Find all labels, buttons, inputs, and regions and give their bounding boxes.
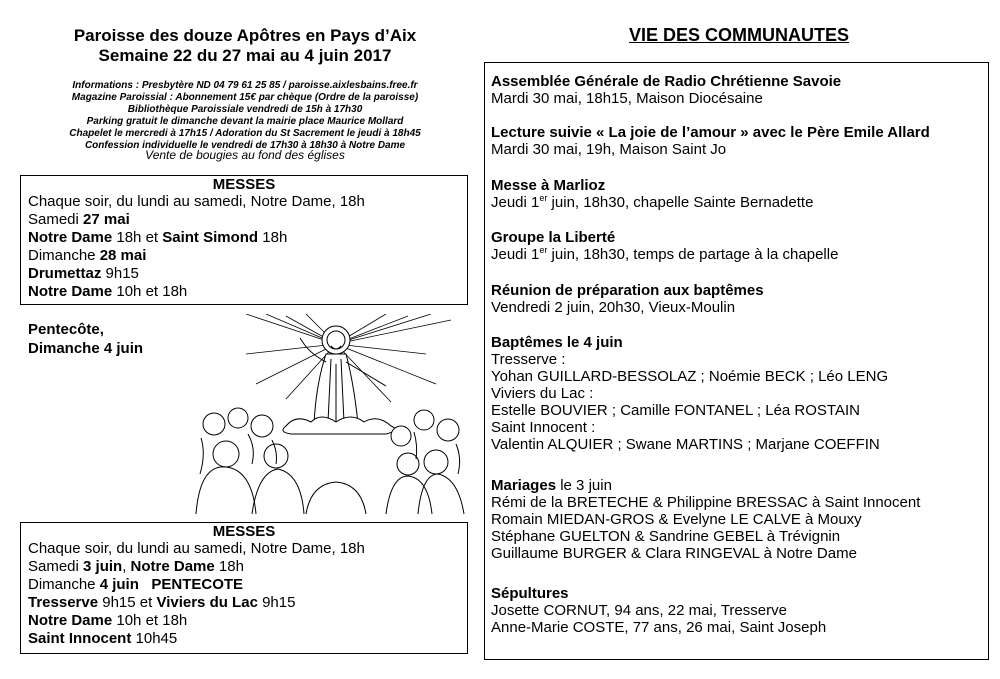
mass-line: Drumettaz 9h15 [28, 265, 139, 282]
event-detail: Guillaume BURGER & Clara RINGEVAL à Notre Dame [491, 545, 857, 562]
event-detail: Mardi 30 mai, 18h15, Maison Diocésaine [491, 90, 763, 107]
week-title: Semaine 22 du 27 mai au 4 juin 2017 [98, 46, 392, 65]
event-title: Réunion de préparation aux baptêmes [491, 282, 764, 299]
mass-line: Tresserve 9h15 et Viviers du Lac 9h15 [28, 594, 296, 611]
event-detail: Jeudi 1er juin, 18h30, temps de partage à la chapelle [491, 245, 839, 263]
event-detail: Vendredi 2 juin, 20h30, Vieux-Moulin [491, 299, 736, 316]
community-events-box [484, 62, 989, 660]
event-detail: Mardi 30 mai, 19h, Maison Saint Jo [491, 141, 727, 158]
info-line: Parking gratuit le dimanche devant la mairie place Maurice Mollard [86, 116, 404, 127]
event-detail: Stéphane GUELTON & Sandrine GEBEL à Trévignin [491, 528, 841, 545]
mass-line: Notre Dame 10h et 18h [28, 612, 188, 629]
mass-line: Samedi 3 juin, Notre Dame 18h [28, 558, 244, 575]
info-line: Bibliothèque Paroissiale vendredi de 15h à 17h30 [127, 104, 363, 115]
parish-info [0, 80, 490, 152]
event-title: Assemblée Générale de Radio Chrétienne Savoie [491, 73, 842, 90]
community-life-title: VIE DES COMMUNAUTES [628, 25, 850, 45]
event-detail: Viviers du Lac : [491, 385, 594, 402]
event-detail: Romain MIEDAN-GROS & Evelyne LE CALVE à Mouxy [491, 511, 862, 528]
masses-title: MESSES [212, 176, 276, 193]
parish-title: Paroisse des douze Apôtres en Pays d’Aix [73, 26, 417, 45]
event-groupe-liberte [491, 229, 838, 263]
event-agm [491, 73, 841, 107]
pentecost-illustration [186, 314, 468, 516]
mass-line: Dimanche 28 mai [28, 247, 147, 264]
event-detail: Jeudi 1er juin, 18h30, chapelle Sainte Bernadette [491, 193, 814, 211]
event-weddings [491, 477, 920, 562]
event-detail: Saint Innocent : [491, 419, 596, 436]
mass-line: Saint Innocent 10h45 [28, 630, 178, 647]
event-title: Groupe la Liberté [491, 229, 616, 246]
event-reading [491, 124, 930, 158]
mass-line: Notre Dame 10h et 18h [28, 283, 188, 300]
event-title: Sépultures [491, 585, 569, 602]
event-title: Messe à Marlioz [491, 177, 606, 194]
event-detail: Rémi de la BRETECHE & Philippine BRESSAC à Saint Innocent [491, 494, 921, 511]
info-line: Confession individuelle le vendredi de 17h30 à 18h30 à Notre Dame [84, 140, 406, 151]
mass-line: Dimanche 4 juin PENTECOTE [28, 576, 244, 593]
info-line: Chapelet le mercredi à 17h15 / Adoration du St Sacrement le jeudi à 18h45 [69, 128, 421, 139]
event-detail: Yohan GUILLARD-BESSOLAZ ; Noémie BECK ; Léo LENG [491, 368, 889, 385]
event-detail: Anne-Marie COSTE, 77 ans, 26 mai, Saint Joseph [491, 619, 827, 636]
masses-box-week [20, 175, 468, 305]
mass-line: Chaque soir, du lundi au samedi, Notre Dame, 18h [28, 540, 365, 557]
event-detail: Josette CORNUT, 94 ans, 22 mai, Tresserve [491, 602, 787, 619]
event-baptism-prep [491, 282, 764, 316]
pentecost-label: Pentecôte, Dimanche 4 juin [28, 321, 144, 357]
event-title: Lecture suivie « La joie de l’amour » avec le Père Emile Allard [491, 124, 930, 141]
event-funerals [491, 585, 826, 636]
event-detail: Valentin ALQUIER ; Swane MARTINS ; Marjane COEFFIN [491, 436, 880, 453]
info-line: Informations : Presbytère ND 04 79 61 25 85 / paroisse.aixlesbains.free.fr [72, 80, 418, 91]
event-detail: Estelle BOUVIER ; Camille FONTANEL ; Léa ROSTAIN [491, 402, 860, 419]
mass-line: Chaque soir, du lundi au samedi, Notre Dame, 18h [28, 193, 365, 210]
masses-box-pentecost [20, 522, 468, 654]
event-title: Mariages le 3 juin [491, 477, 612, 494]
event-mass-marlioz [491, 177, 813, 211]
event-title: Baptêmes le 4 juin [491, 334, 623, 351]
mass-line: Samedi 27 mai [28, 211, 130, 228]
mass-line: Notre Dame 18h et Saint Simond 18h [28, 229, 288, 246]
candles-note: Vente de bougies au fond des églises [145, 148, 345, 162]
masses-title: MESSES [212, 523, 276, 540]
event-baptisms [491, 334, 888, 453]
info-line: Magazine Paroissial : Abonnement 15€ par chèque (Ordre de la paroisse) [71, 92, 419, 103]
event-detail: Tresserve : [491, 351, 566, 368]
